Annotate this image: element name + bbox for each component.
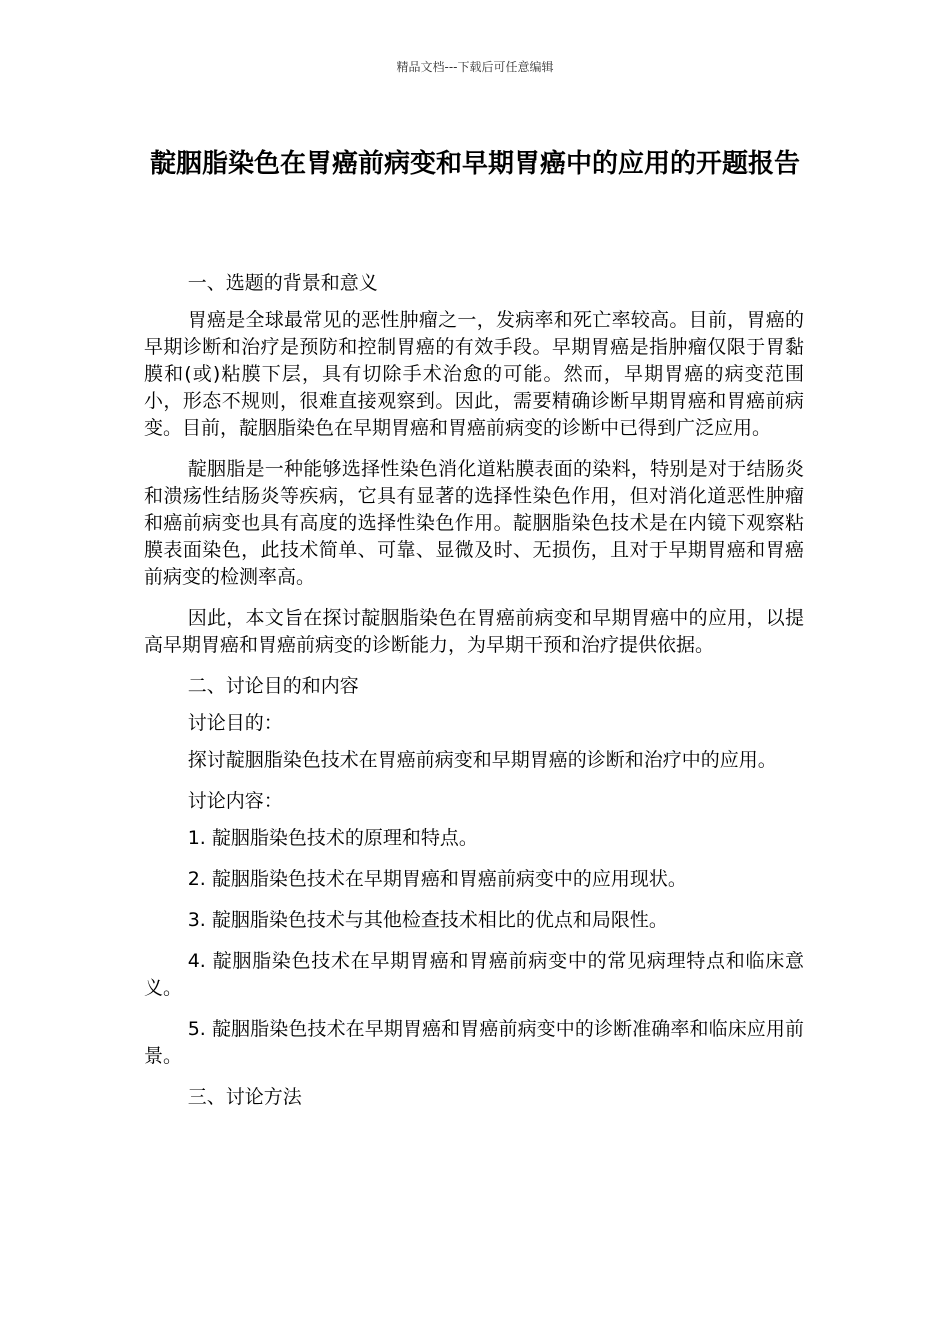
list-item: 1. 靛胭脂染色技术的原理和特点。 (187, 827, 478, 849)
purpose-label: 讨论目的： (187, 712, 283, 734)
section-heading-background: 一、选题的背景和意义 (187, 272, 378, 294)
section-heading-methods: 三、讨论方法 (187, 1086, 302, 1108)
paragraph-background-1: 胃癌是全球最常见的恶性肿瘤之一，发病率和死亡率较高。目前，胃癌的早期诊断和治疗是预防和控制胃癌的有效手段。早期胃癌是指肿瘤仅限于胃黏膜和(或)粘膜下层，具有切除手术治愈的可能。然而，早期胃癌的病变范围小，形态不规则，很难直接观察到。因此，需要精确诊断早期胃癌和胃癌前病变。目前，靛胭脂染色在早期胃癌和胃癌前病变的诊断中已得到广泛应用。 (144, 309, 804, 439)
purpose-text: 探讨靛胭脂染色技术在胃癌前病变和早期胃癌的诊断和治疗中的应用。 (187, 749, 777, 771)
list-item: 4. 靛胭脂染色技术在早期胃癌和胃癌前病变中的常见病理特点和临床意义。 (144, 950, 804, 999)
document-body (144, 270, 804, 1125)
document-title: 靛胭脂染色在胃癌前病变和早期胃癌中的应用的开题报告 (149, 149, 800, 179)
section-heading-purpose-content: 二、讨论目的和内容 (187, 675, 359, 697)
list-item: 3. 靛胭脂染色技术与其他检查技术相比的优点和局限性。 (187, 909, 668, 931)
paragraph-background-2: 靛胭脂是一种能够选择性染色消化道粘膜表面的染料，特别是对于结肠炎和溃疡性结肠炎等疾病，它具有显著的选择性染色作用，但对消化道恶性肿瘤和癌前病变也具有高度的选择性染色作用。靛胭脂染色技术是在内镜下观察粘膜表面染色，此技术简单、可靠、显微及时、无损伤，且对于早期胃癌和胃癌前病变的检测率高。 (144, 458, 804, 588)
paragraph-background-3: 因此，本文旨在探讨靛胭脂染色在胃癌前病变和早期胃癌中的应用，以提高早期胃癌和胃癌前病变的诊断能力，为早期干预和治疗提供依据。 (144, 607, 804, 656)
header-note: 精品文档---下载后可任意编辑 (396, 60, 554, 74)
content-label: 讨论内容： (187, 790, 283, 812)
list-item: 5. 靛胭脂染色技术在早期胃癌和胃癌前病变中的诊断准确率和临床应用前景。 (144, 1018, 804, 1067)
list-item: 2. 靛胭脂染色技术在早期胃癌和胃癌前病变中的应用现状。 (187, 868, 687, 890)
